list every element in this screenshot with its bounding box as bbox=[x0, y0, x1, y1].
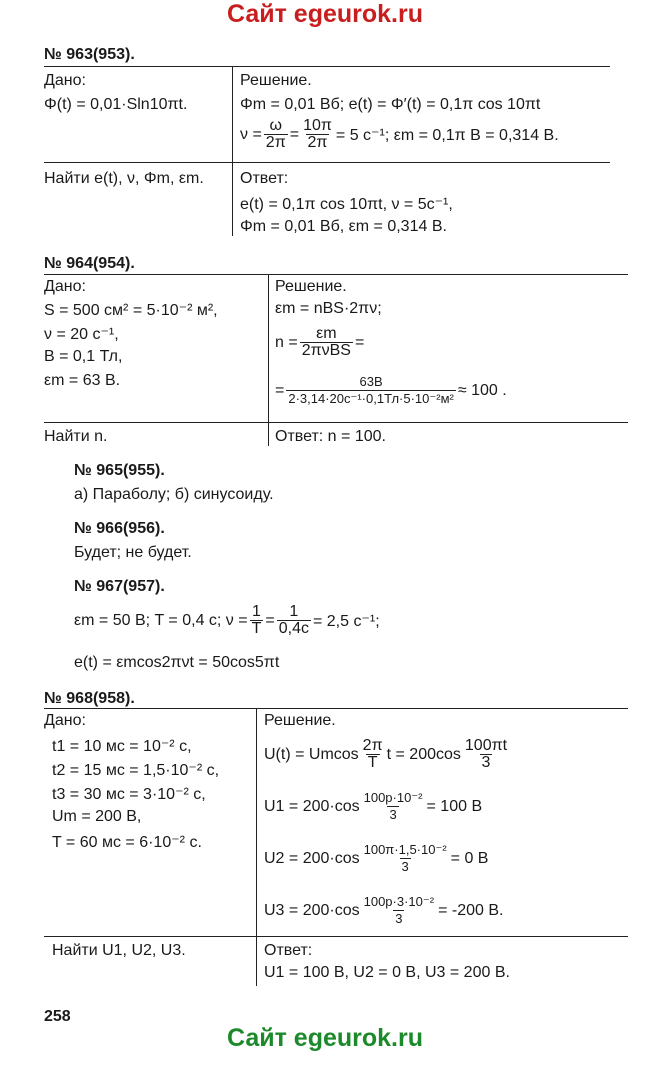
find-text: Найти U1, U2, U3. bbox=[52, 942, 186, 959]
solution-text: ν = bbox=[240, 125, 262, 143]
solution-text: U(t) = Umcos bbox=[264, 745, 359, 763]
find-text: Найти e(t), ν, Φm, εm. bbox=[44, 170, 204, 187]
fraction bbox=[300, 326, 353, 359]
answer-label: Ответ: bbox=[264, 942, 313, 959]
solution-text: = 5 с⁻¹; εm = 0,1π В = 0,314 В. bbox=[335, 126, 559, 144]
given-line: t2 = 15 мс = 1,5·10⁻² с, bbox=[52, 762, 220, 779]
answer-line: e(t) = 0,1π cos 10πt, ν = 5с⁻¹, bbox=[240, 196, 453, 213]
solution-line: εm = 50 В; T = 0,4 с; ν = $\frac{1}{T}$ = $\frac{1}{0,4с}$ = 2,5 с⁻¹; bbox=[74, 603, 380, 637]
fraction bbox=[362, 842, 449, 875]
divider bbox=[44, 708, 628, 709]
solution-text: = 0 В bbox=[450, 849, 489, 867]
solution-line bbox=[264, 842, 488, 875]
fraction-denominator: T bbox=[367, 754, 378, 771]
site-footer-label: Сайт egeurok.ru bbox=[226, 1024, 424, 1052]
problem-966-title: № 966(956). bbox=[74, 520, 165, 537]
find-text: Найти n. bbox=[44, 428, 108, 445]
given-line: t1 = 10 мс = 10⁻² с, bbox=[52, 738, 192, 755]
answer-label: Ответ: bbox=[240, 170, 289, 187]
given-line: S = 500 см² = 5·10⁻² м², bbox=[44, 302, 218, 319]
problem-text: а) Параболу; б) синусоиду. bbox=[74, 486, 274, 503]
fraction-denominator: 0,4с bbox=[278, 620, 309, 637]
solution-line: = $\frac{63В}{\text{2·3,14·20с⁻¹·0,1Тл·5·10⁻²м²}}$ ≈ 100 . bbox=[275, 374, 507, 406]
fraction-denominator: T bbox=[251, 620, 262, 637]
problem-964-title: № 964(954). bbox=[44, 255, 135, 272]
fraction-denominator: 3 bbox=[401, 859, 409, 874]
solution-label: Решение. bbox=[264, 712, 336, 729]
solution-text: = 2,5 с⁻¹; bbox=[312, 612, 380, 630]
fraction-denominator: 2π bbox=[265, 134, 286, 151]
fraction bbox=[362, 894, 436, 927]
fraction-numerator: 63В bbox=[359, 374, 383, 389]
fraction-denominator: 3 bbox=[389, 807, 397, 822]
problem-968-title: № 968(958). bbox=[44, 690, 135, 707]
solution-text: n = bbox=[275, 333, 298, 351]
solution-line bbox=[264, 894, 503, 927]
fraction-denominator: 2πνBS bbox=[301, 342, 351, 359]
given-line: t3 = 30 мс = 3·10⁻² с, bbox=[52, 786, 206, 803]
fraction bbox=[250, 604, 264, 637]
solution-text: U1 = 200·cos bbox=[264, 797, 360, 815]
fraction-numerator: 100р·10⁻² bbox=[363, 790, 423, 805]
divider bbox=[44, 936, 628, 937]
problem-967-title: № 967(957). bbox=[74, 578, 165, 595]
solution-text: = -200 В. bbox=[438, 901, 504, 919]
fraction bbox=[301, 118, 334, 151]
fraction-numerator: 2π bbox=[362, 737, 383, 754]
given-line: B = 0,1 Тл, bbox=[44, 348, 123, 365]
problem-text: Будет; не будет. bbox=[74, 544, 192, 561]
fraction-numerator: 100π·1,5·10⁻² bbox=[363, 842, 447, 857]
divider bbox=[44, 66, 610, 67]
fraction-numerator: 100πt bbox=[464, 737, 508, 754]
divider bbox=[44, 422, 628, 423]
fraction bbox=[277, 604, 311, 637]
fraction-numerator: 100р·3·10⁻² bbox=[363, 894, 435, 909]
answer-line: U1 = 100 В, U2 = 0 В, U3 = 200 В. bbox=[264, 964, 510, 981]
fraction-denominator: 2·3,14·20с⁻¹·0,1Тл·5·10⁻²м² bbox=[288, 391, 454, 406]
given-line: T = 60 мс = 6·10⁻² с. bbox=[52, 834, 202, 851]
solution-text: = 100 В bbox=[426, 797, 483, 815]
solution-line bbox=[264, 790, 482, 823]
fraction-denominator: 3 bbox=[395, 911, 403, 926]
answer-line: Φm = 0,01 Вб, εm = 0,314 В. bbox=[240, 218, 447, 235]
site-header-label: Сайт egeurok.ru bbox=[226, 0, 424, 28]
given-line: ν = 20 с⁻¹, bbox=[44, 326, 119, 343]
solution-text: ≈ 100 . bbox=[457, 381, 507, 399]
solution-line: εm = nBS·2πν; bbox=[275, 300, 382, 317]
fraction bbox=[361, 738, 385, 771]
solution-label: Решение. bbox=[240, 72, 312, 89]
fraction-numerator: 10π bbox=[303, 117, 332, 134]
solution-line: n = $\frac{\varepsilon m}{\text{2πνBS}}$ = bbox=[275, 325, 365, 359]
divider bbox=[44, 162, 610, 163]
solution-text: t = 200cos bbox=[386, 745, 461, 763]
solution-line: Φm = 0,01 Вб; e(t) = Φ′(t) = 0,1π cos 10πt bbox=[240, 96, 541, 113]
dano-label: Дано: bbox=[44, 712, 86, 729]
fraction-numerator: ω bbox=[269, 117, 283, 134]
dano-label: Дано: bbox=[44, 72, 86, 89]
divider bbox=[256, 708, 257, 986]
solution-text: U3 = 200·cos bbox=[264, 901, 360, 919]
solution-line bbox=[264, 738, 511, 771]
solution-text: U2 = 200·cos bbox=[264, 849, 360, 867]
given-line: Um = 200 В, bbox=[52, 808, 142, 825]
fraction-numerator: 1 bbox=[289, 603, 299, 620]
page-number: 258 bbox=[44, 1008, 71, 1025]
problem-963-title: № 963(953). bbox=[44, 46, 135, 63]
fraction-numerator: 1 bbox=[252, 603, 261, 620]
given-text: Φ(t) = 0,01·Sln10πt. bbox=[44, 96, 188, 113]
fraction-numerator: εm bbox=[316, 325, 337, 342]
fraction-denominator: 2π bbox=[307, 134, 328, 151]
solution-label: Решение. bbox=[275, 278, 347, 295]
problem-965-title: № 965(955). bbox=[74, 462, 165, 479]
divider bbox=[232, 66, 233, 236]
solution-text: εm = 50 В; T = 0,4 с; ν = bbox=[74, 611, 248, 629]
dano-label: Дано: bbox=[44, 278, 86, 295]
divider bbox=[44, 274, 628, 275]
given-line: εm = 63 В. bbox=[44, 372, 121, 389]
divider bbox=[268, 274, 269, 446]
fraction bbox=[286, 374, 456, 407]
fraction bbox=[264, 118, 288, 151]
solution-line: ν = $\frac{\omega}{2\pi}$ = $\frac{10\pi}{2\pi}$ = 5 с⁻¹; εm = 0,1π В = 0,314 В. bbox=[240, 117, 559, 151]
fraction bbox=[362, 790, 425, 823]
fraction bbox=[463, 738, 509, 771]
answer-text: Ответ: n = 100. bbox=[275, 428, 386, 445]
solution-line: e(t) = εmcos2πνt = 50cos5πt bbox=[74, 654, 280, 671]
fraction-denominator: 3 bbox=[481, 754, 491, 771]
